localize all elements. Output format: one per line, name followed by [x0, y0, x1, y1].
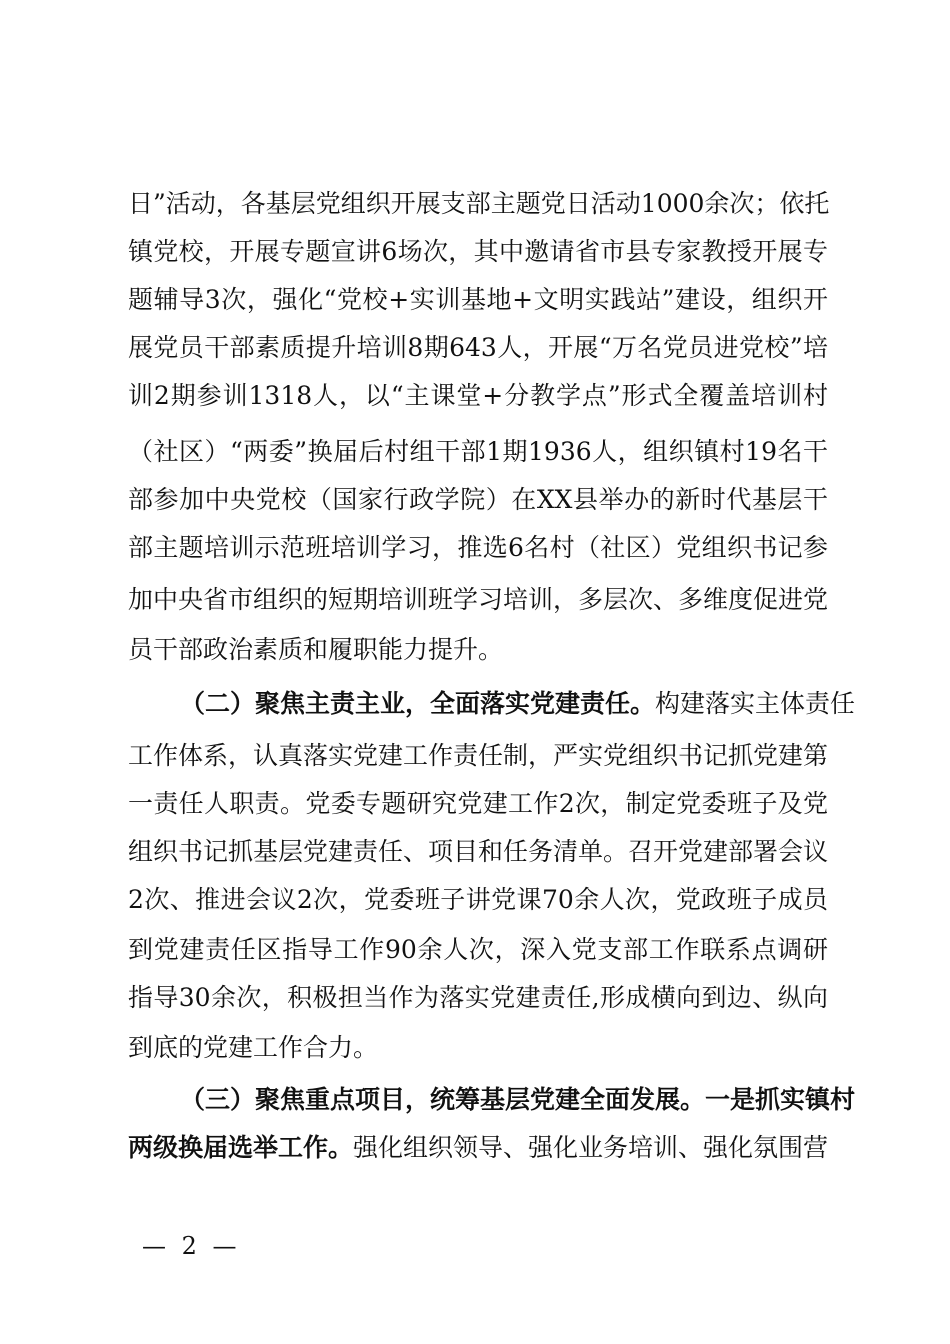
body-text-line: 展党员干部素质提升培训8期643人，开展“万名党员进党校”培 [128, 333, 828, 362]
body-text-line: 训2期参训1318人，以“主课堂+分教学点”形式全覆盖培训村 [128, 381, 828, 410]
body-text-line: 到底的党建工作合力。 [128, 1033, 379, 1062]
body-text-line: 一责任人职责。党委专题研究党建工作2次，制定党委班子及党 [128, 789, 828, 818]
body-text-line: 镇党校，开展专题宣讲6场次，其中邀请省市县专家教授开展专 [128, 237, 828, 266]
page-number: — 2 — [142, 1232, 241, 1260]
section-three-first-line [180, 1076, 856, 1124]
section-two-first-line [180, 680, 856, 728]
section-three-heading: （三）聚焦重点项目，统筹基层党建全面发展。 [180, 1085, 706, 1114]
body-text-line: 指导30余次，积极担当作为落实党建责任,形成横向到边、纵向 [128, 983, 828, 1012]
body-text-line: 部参加中央党校（国家行政学院）在XX县举办的新时代基层干 [128, 485, 828, 514]
body-text-line: 组织书记抓基层党建责任、项目和任务清单。召开党建部署会议 [128, 837, 829, 866]
section-two-heading: （二）聚焦主责主业，全面落实党建责任。 [180, 689, 656, 718]
body-text-line: 日”活动，各基层党组织开展支部主题党日活动1000余次；依托 [128, 189, 830, 218]
section-three-subheading-cont: 两级换届选举工作。 [128, 1133, 354, 1162]
body-text-line: 工作体系，认真落实党建工作责任制，严实党组织书记抓党建第 [128, 741, 829, 770]
body-text-line: 2次、推进会议2次，党委班子讲党课70余人次，党政班子成员 [128, 885, 828, 914]
body-text-line: 员干部政治素质和履职能力提升。 [128, 635, 504, 664]
body-text-line: （社区）“两委”换届后村组干部1期1936人，组织镇村19名干 [128, 437, 828, 466]
body-text-line: 到党建责任区指导工作90余人次，深入党支部工作联系点调研 [128, 935, 828, 964]
body-text-line: 题辅导3次，强化“党校+实训基地+文明实践站”建设，组织开 [128, 285, 828, 314]
section-three-second-line [128, 1124, 828, 1172]
section-three-second-line-text: 强化组织领导、强化业务培训、强化氛围营 [353, 1133, 829, 1162]
body-text-line: 加中央省市组织的短期培训班学习培训，多层次、多维度促进党 [128, 585, 829, 614]
section-three-subheading: 一是抓实镇村 [705, 1085, 856, 1114]
body-text-line: 部主题培训示范班培训学习，推选6名村（社区）党组织书记参 [128, 533, 828, 562]
section-two-first-line-text: 构建落实主体责任 [655, 689, 856, 718]
